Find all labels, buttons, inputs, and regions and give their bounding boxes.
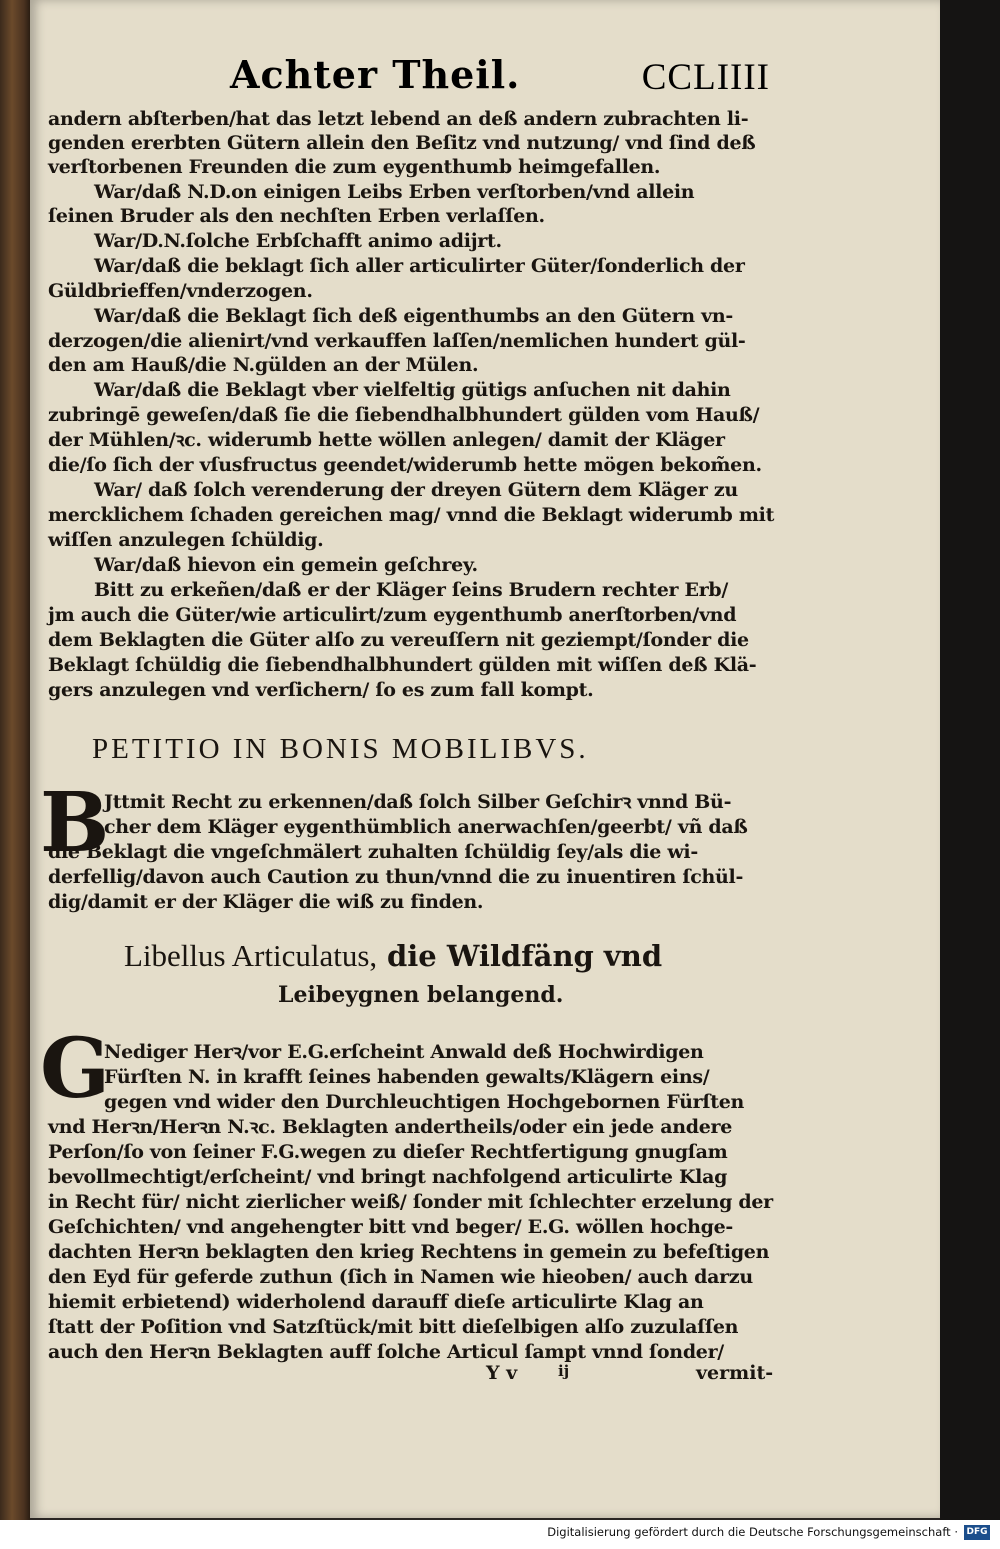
text-line: verſtorbenen Freunden die zum eygenthumb heimgefallen. <box>48 156 661 178</box>
text-line: in Recht für/ nicht zierlicher weiß/ ſonder mit ſchlechter erzelung der <box>48 1191 773 1213</box>
text-line: cher dem Kläger eygenthümblich anerwachſen/geerbt/ vñ daß <box>104 816 748 838</box>
libellus-heading <box>124 938 662 974</box>
text-line: dachten Herꝛn beklagten den krieg Rechtens in gemein zu befeſtigen <box>48 1241 770 1263</box>
text-line: Fürſten N. in krafft ſeines habenden gewalts/Klägern eins/ <box>104 1066 710 1088</box>
signature-mark: Y v <box>486 1362 518 1384</box>
text-line: War/daß die beklagt ſich aller articulirter Güter/ſonderlich der <box>94 255 745 277</box>
background-margin <box>940 0 1000 1520</box>
text-line: dig/damit er der Kläger die wiß zu finden. <box>48 891 484 913</box>
text-line: War/ daß ſolch verenderung der dreyen Gütern dem Kläger zu <box>94 479 738 501</box>
dfg-logo: DFG <box>964 1525 990 1540</box>
text-line: War/daß die Beklagt ſich deß eigenthumbs an den Gütern vn- <box>94 305 733 327</box>
text-line: Nediger Herꝛ/vor E.G.erſcheint Anwald deß Hochwirdigen <box>104 1041 704 1063</box>
libellus-title-black: die Wildfäng vnd <box>387 939 663 973</box>
text-line: War/daß die Beklagt vber vielfeltig gütigs anſuchen nit dahin <box>94 379 731 401</box>
footer-credit: Digitalisierung gefördert durch die Deutsche Forschungsgemeinschaft · <box>547 1525 958 1539</box>
text-line: Geſchichten/ vnd angehengter bitt vnd beger/ E.G. wöllen hochge- <box>48 1216 733 1238</box>
page-header <box>230 52 770 102</box>
decorated-initial: B <box>40 775 110 871</box>
text-line: dem Beklagten die Güter alſo zu vereuſſern nit geziempt/ſonder die <box>48 629 749 651</box>
catchword: vermit- <box>696 1362 774 1384</box>
text-line: ſtatt der Poſition vnd Satzſtück/mit bitt dieſelbigen alſo zuzulaſſen <box>48 1316 739 1338</box>
text-line: den Eyd für geferde zuthun (ſich in Namen wie hieoben/ auch darzu <box>48 1266 753 1288</box>
text-line: bevollmechtigt/erſcheint/ vnd bringt nachfolgend articulirte Klag <box>48 1166 728 1188</box>
text-line: hiemit erbietend) widerholend darauff dieſe articulirte Klag an <box>48 1291 704 1313</box>
text-line: ſeinen Bruder als den nechſten Erben verlaſſen. <box>48 205 545 227</box>
text-line: jm auch die Güter/wie articulirt/zum eygenthumb anerſtorben/vnd <box>48 604 737 626</box>
text-line: genden ererbten Gütern allein den Beſitz vnd nutzung/ vnd ſind deß <box>48 132 756 154</box>
text-line: War/daß N.D.on einigen Leibs Erben verſtorben/vnd allein <box>94 181 695 203</box>
text-line: Jttmit Recht zu erkennen/daß ſolch Silber Geſchirꝛ vnnd Bü- <box>104 791 732 813</box>
text-line: derfellig/davon auch Caution zu thun/vnnd die zu inuentiren ſchül- <box>48 866 744 888</box>
text-line: gegen vnd wider den Durchleuchtigen Hochgebornen Fürſten <box>104 1091 744 1113</box>
text-line: wiſſen anzulegen ſchüldig. <box>48 529 324 551</box>
text-line: gers anzulegen vnd verſichern/ ſo es zum fall kompt. <box>48 679 594 701</box>
book-spine-edge <box>0 0 30 1520</box>
text-line: auch den Herꝛn Beklagten auff ſolche Articul ſampt vnnd ſonder/ <box>48 1341 724 1363</box>
text-line: zubringē geweſen/daß ſie die ſiebendhalbhundert gülden vom Hauß/ <box>48 404 760 426</box>
running-title: Achter Theil. <box>230 52 521 97</box>
libellus-subheading: Leibeygnen belangend. <box>278 982 564 1008</box>
text-line: andern abſterben/hat das letzt lebend an deß andern zubrachten li- <box>48 108 749 130</box>
folio-number: CCLIIII <box>641 57 770 98</box>
text-line: den am Hauß/die N.gülden an der Mülen. <box>48 354 479 376</box>
text-line: Perſon/ſo von ſeiner F.G.wegen zu dieſer Rechtfertigung gnugſam <box>48 1141 728 1163</box>
text-line: die Beklagt die vngeſchmälert zuhalten ſchüldig ſey/als die wi- <box>48 841 698 863</box>
decorated-initial: G <box>40 1021 111 1117</box>
section-heading: PETITIO IN BONIS MOBILIBVS. <box>92 733 589 765</box>
text-line: die/ſo ſich der vſusfructus geendet/widerumb hette mögen bekom̃en. <box>48 454 762 476</box>
libellus-title-roman: Libellus Articulatus, <box>124 938 378 973</box>
text-line: Güldbrieffen/vnderzogen. <box>48 280 313 302</box>
text-line: Bitt zu erkeñen/daß er der Kläger ſeins Brudern rechter Erb/ <box>94 579 729 601</box>
text-line: War/daß hievon ein gemein geſchrey. <box>94 554 478 576</box>
text-line: der Mühlen/ꝛc. widerumb hette wöllen anlegen/ damit der Kläger <box>48 429 725 451</box>
text-line: vnd Herꝛn/Herꝛn N.ꝛc. Beklagten andertheils/oder ein jede andere <box>48 1116 733 1138</box>
text-line: Beklagt ſchüldig die ſiebendhalbhundert gülden mit wiſſen deß Klä- <box>48 654 757 676</box>
signature-number: ij <box>558 1362 570 1380</box>
text-line: War/D.N.ſolche Erbſchafft animo adijrt. <box>94 230 502 252</box>
text-line: mercklichem ſchaden gereichen mag/ vnnd die Beklagt widerumb mit <box>48 504 775 526</box>
text-line: derzogen/die alienirt/vnd verkauffen laſſen/nemlichen hundert gül- <box>48 330 746 352</box>
